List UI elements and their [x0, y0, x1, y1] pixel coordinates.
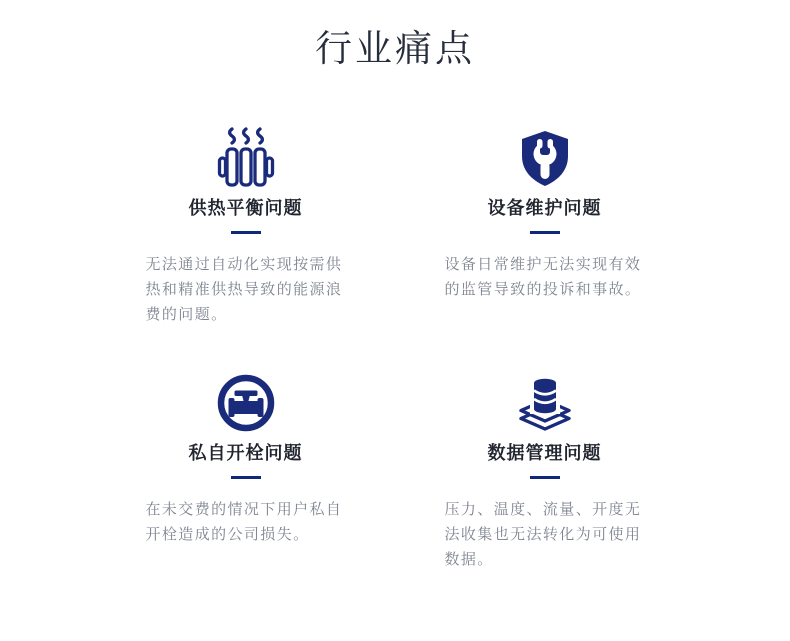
card-description: 无法通过自动化实现按需供热和精准供热导致的能源浪费的问题。 — [145, 256, 343, 323]
title-underline — [231, 476, 261, 479]
card-data-management — [445, 371, 645, 572]
card-description: 在未交费的情况下用户私自开栓造成的公司损失。 — [145, 501, 343, 543]
card-title: 私自开栓问题 — [188, 443, 303, 463]
title-underline — [231, 231, 261, 234]
card-title: 供热平衡问题 — [188, 198, 303, 218]
title-underline — [530, 231, 560, 234]
card-title: 设备维护问题 — [487, 198, 602, 218]
valve-circle-icon — [146, 371, 346, 435]
pain-points-grid — [0, 126, 790, 572]
card-description: 压力、温度、流量、开度无法收集也无法转化为可使用数据。 — [444, 501, 642, 568]
card-description: 设备日常维护无法实现有效的监管导致的投诉和事故。 — [444, 256, 642, 298]
radiator-heat-icon — [146, 126, 346, 190]
card-title: 数据管理问题 — [487, 443, 602, 463]
page-title: 行业痛点 — [315, 28, 475, 69]
card-unauthorized-valve — [146, 371, 346, 572]
card-heating-balance — [146, 126, 346, 327]
database-layers-icon — [445, 371, 645, 435]
title-underline — [530, 476, 560, 479]
card-equipment-maintenance — [445, 126, 645, 327]
shield-wrench-icon — [445, 126, 645, 190]
